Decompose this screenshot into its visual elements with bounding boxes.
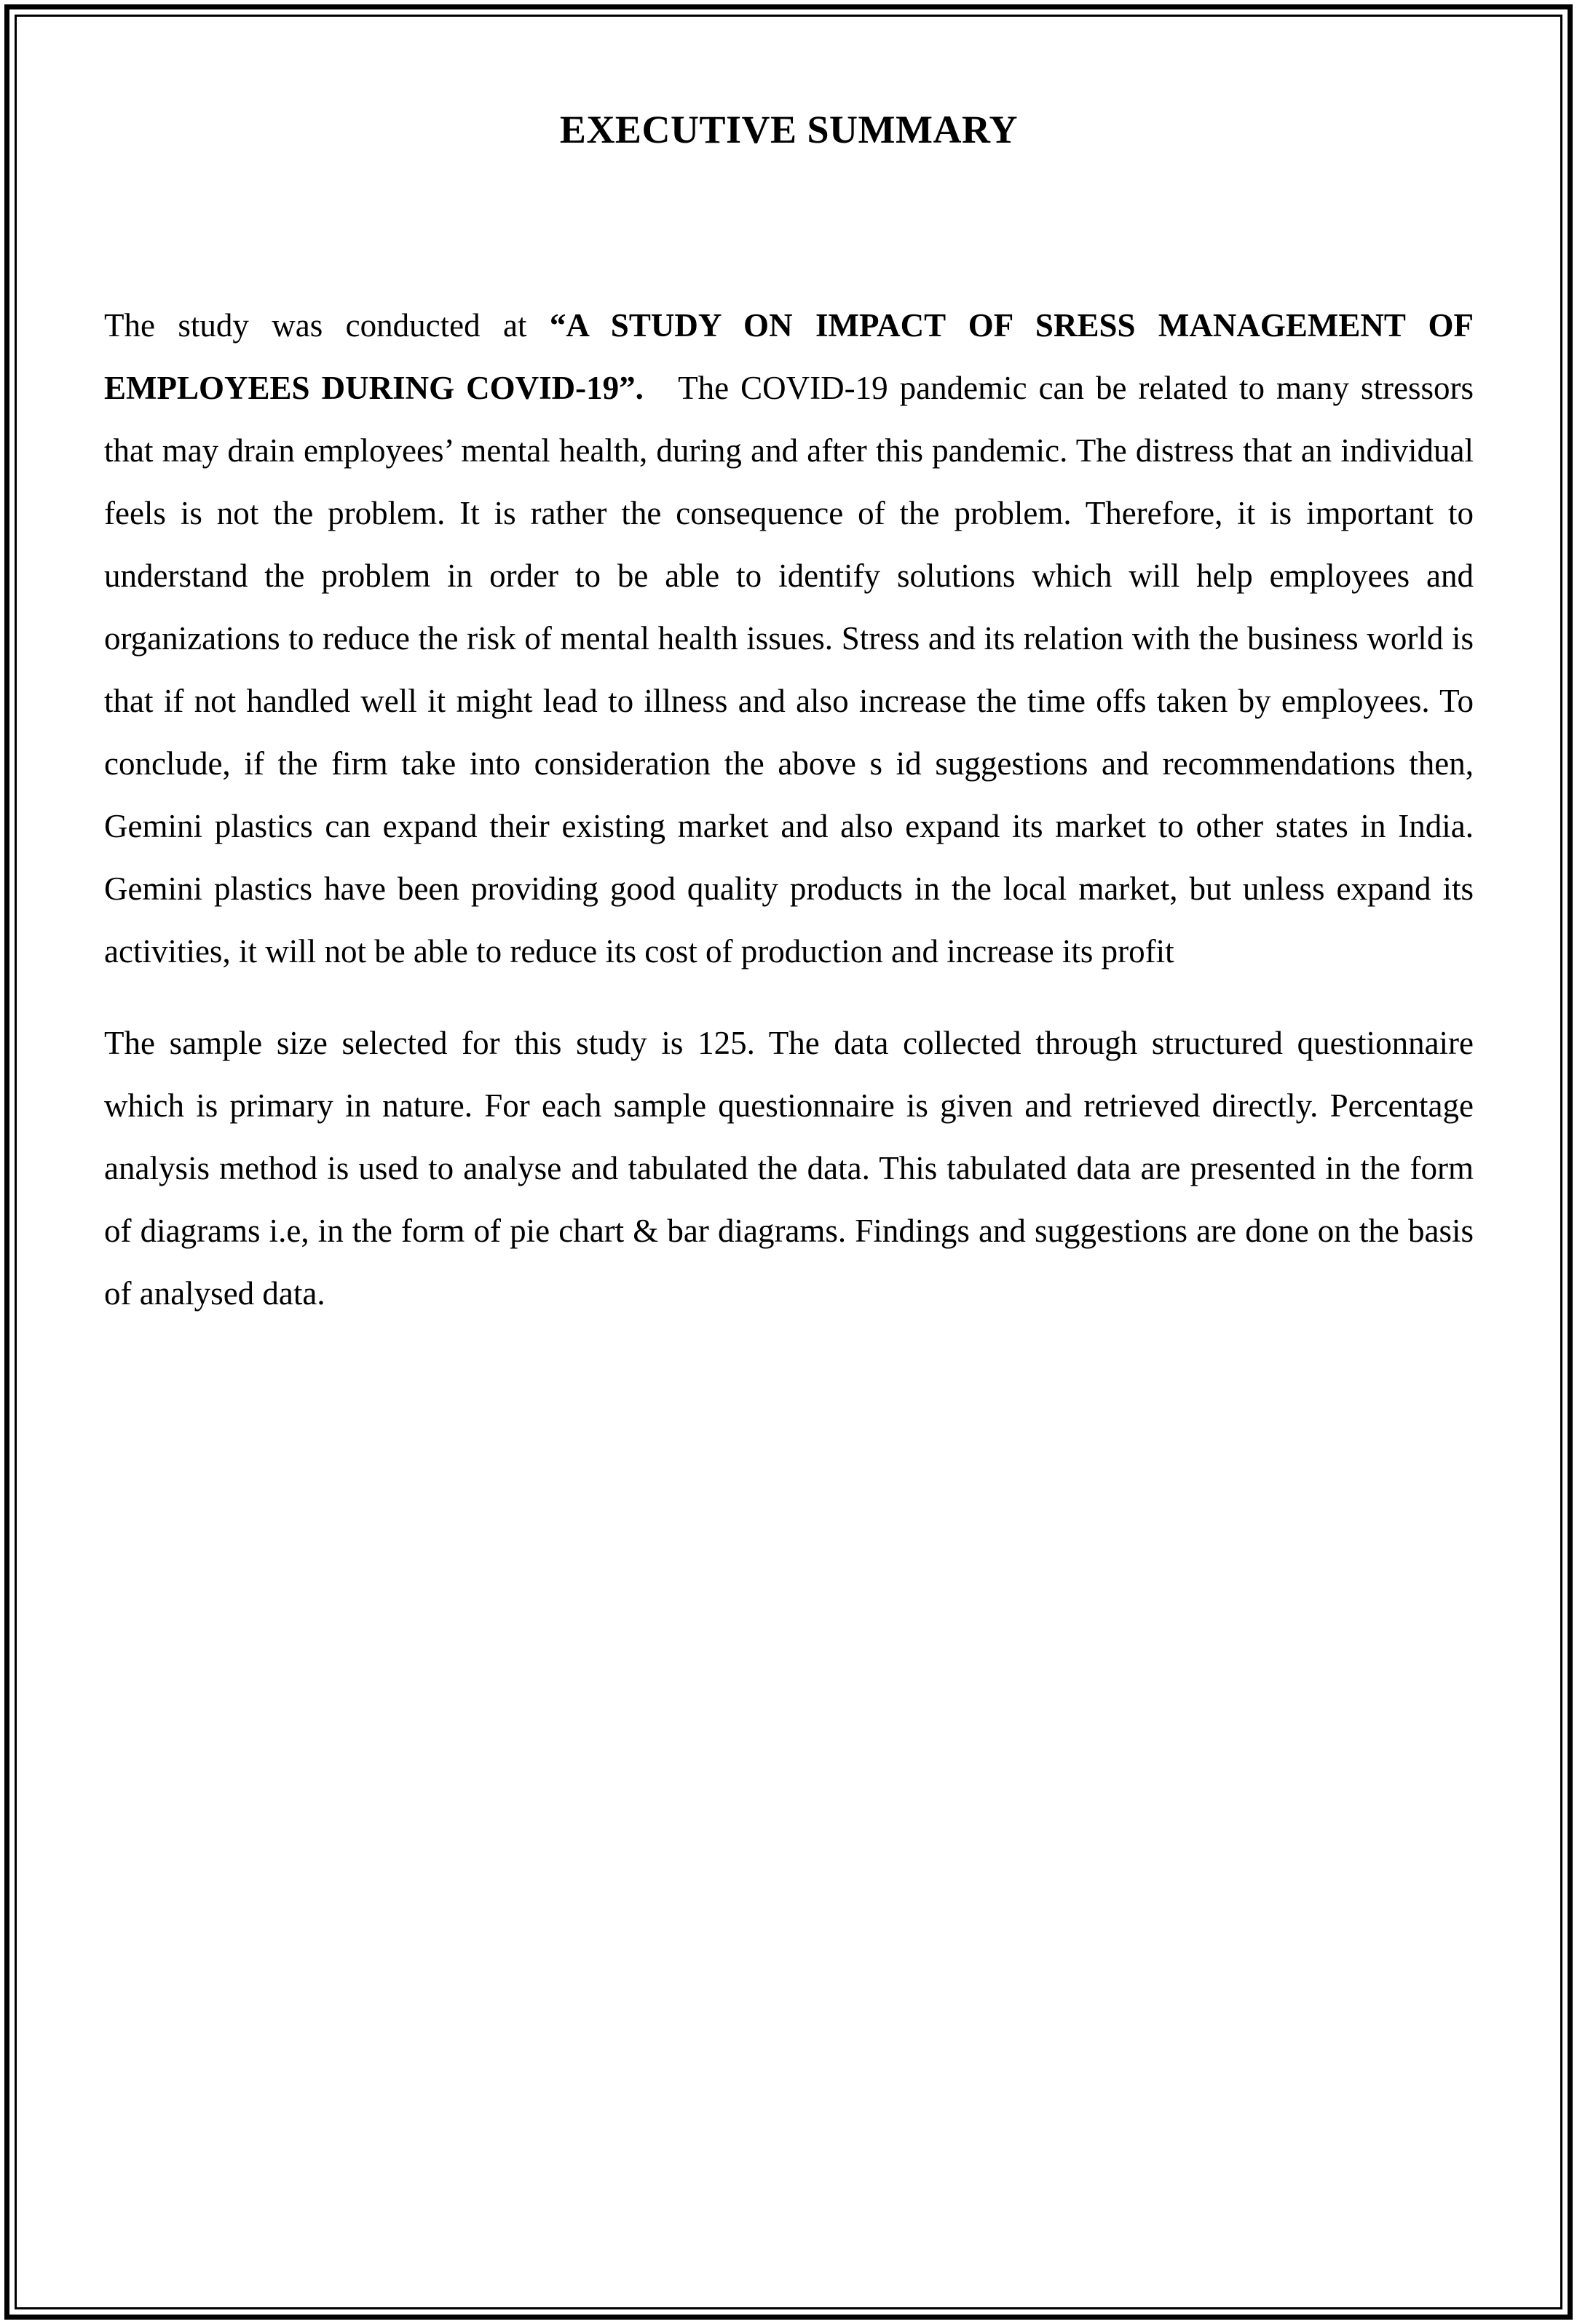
summary-paragraph-2: The sample size selected for this study is 125. The data collected through structured questionnaire which is primary in nature. For each sample questionnaire is given and retrieved directly. Percentage analysis method is used to analyse and tabulated the data. This tabulated data are presented in the form of diagrams i.e, in the form of pie chart & bar diagrams. Findings and suggestions are done on the basis of analysed data. [104, 1025, 1474, 1312]
page-content [104, 95, 1482, 1325]
paragraph-intro: The study was conducted at [104, 307, 550, 344]
paragraph-body: The COVID-19 pandemic can be related to many stressors that may drain employees’ mental health, during and after this pandemic. The distress that an individual feels is not the problem. It is rather the consequence of the problem. Therefore, it is important to understand the problem in order to be able to identify solutions which will help employees and organizations to reduce the risk of mental health issues. Stress and its relation with the business world is that if not handled well it might lead to illness and also increase the time offs taken by employees. To conclude, if the firm take into consideration the above s id suggestions and recommendations then, Gemini plastics can expand their existing market and also expand its market to other states in India. Gemini plastics have been providing good quality products in the local market, but unless expand its activities, it will not be able to reduce its cost of production and increase its profit [104, 370, 1482, 969]
page-title: EXECUTIVE SUMMARY [559, 108, 1019, 151]
study-title: “A STUDY ON IMPACT OF SRESS MANAGEMENT OF EMPLOYEES DURING COVID-19”. [104, 307, 1474, 406]
summary-paragraph-1 [104, 294, 1482, 983]
